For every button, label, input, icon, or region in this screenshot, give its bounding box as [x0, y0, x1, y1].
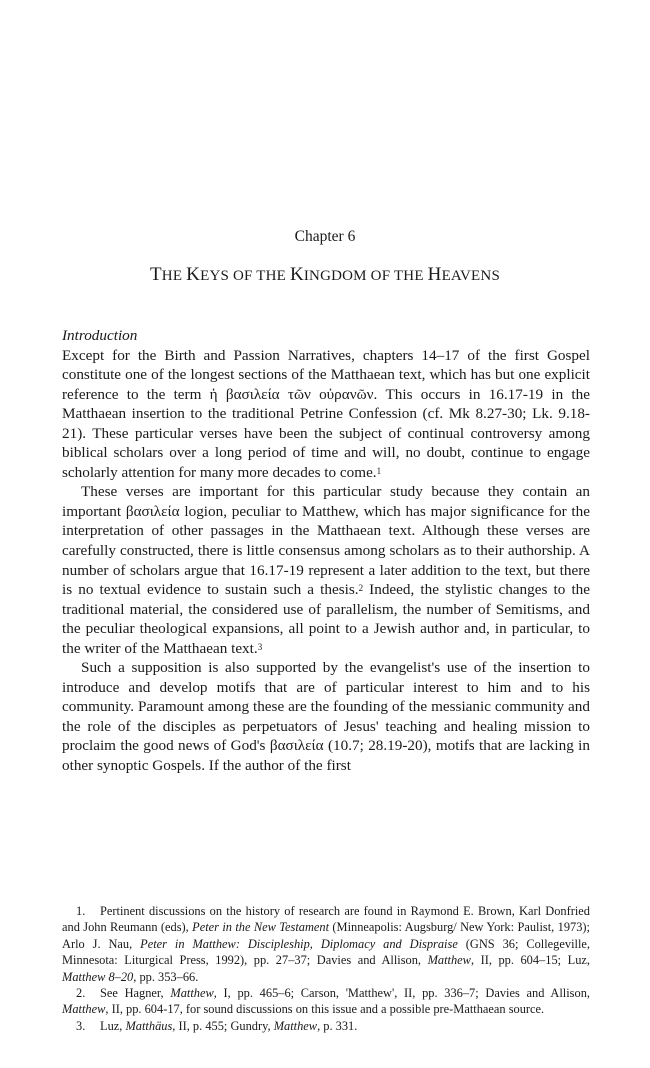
chapter-title [0, 264, 650, 286]
footnote-text: , pp. 353–66. [133, 969, 199, 984]
footnote-text: , p. 331. [317, 1018, 358, 1033]
chapter-title-part: HE [161, 268, 187, 284]
paragraph-text: (10.7; 28.19-20), motifs that are lacking in other synoptic Gospels. If the author of the first [62, 737, 590, 775]
footnote-text: (GNS 36; Collegeville, Minnesota: Liturgical Press, 1992), pp. 27–37; Davies and Allison, [62, 936, 590, 968]
chapter-title-part: K [186, 264, 201, 285]
footnote-title: Matthew [273, 1018, 318, 1033]
chapter-title-part: K [289, 264, 304, 285]
footnote-title: Peter in the New Testament [192, 920, 330, 935]
footnote-title: Peter in Matthew: Discipleship, Diplomacy and Dispraise [140, 936, 458, 951]
footnote-text: (Minneapolis: Augsburg/ New York: Paulist, 1973); Arlo J. Nau, [62, 920, 590, 951]
chapter-title-part: EYS OF THE [200, 268, 290, 284]
section-heading: Introduction [62, 327, 138, 344]
footnote-title: Matthew 8–20 [62, 969, 134, 984]
footnote-ref[interactable]: 2 [358, 583, 364, 594]
footnote-text: , II, p. 455; Gundry, [172, 1018, 274, 1033]
footnotes [62, 903, 590, 1034]
footnote-text: , II, pp. 604-17, for sound discussions on this issue and a possible pre-Matthaean source. [105, 1002, 545, 1017]
paragraph-3 [62, 658, 590, 775]
footnote-2 [62, 985, 590, 1018]
footnote-ref[interactable]: 3 [257, 641, 263, 652]
chapter-title-part: H [427, 264, 442, 285]
footnote-3 [62, 1018, 590, 1034]
footnote-number: 2. [76, 986, 86, 1001]
chapter-title-part: EAVENS [441, 268, 500, 284]
paragraph-text: . This occurs in 16.17-19 in the Matthaean insertion to the traditional Petrine Confession (cf. Mk 8.27-30; Lk. 9.18-21). These particular verses have been the subject of continual controversy among biblical scholars over a long period of time and will, no doubt, continue to engage scholarly attention for many more decades to come. [62, 385, 590, 481]
footnote-title: Matthew [62, 1002, 106, 1017]
footnote-text: , I, pp. 465–6; Carson, 'Matthew', II, pp. 336–7; Davies and Allison, [213, 986, 590, 1001]
main-text [62, 326, 590, 776]
paragraph-text: Indeed, the stylistic changes to the traditional material, the considered use of parallelism, the number of Semitisms, and the peculiar theological expansions, all point to a Jewish author and, in particular, to the writer of the Matthaean text. [62, 581, 590, 657]
footnote-number: 1. [76, 904, 86, 918]
footnote-number: 3. [76, 1018, 86, 1033]
footnote-text: Luz, [100, 1018, 126, 1033]
paragraph-1 [62, 346, 590, 483]
footnote-1 [62, 903, 590, 985]
footnote-text: See Hagner, [100, 986, 171, 1001]
footnote-ref[interactable]: 1 [376, 465, 382, 476]
paragraph-text: These verses are important for this particular study because they contain an important [62, 483, 590, 520]
paragraph-2 [62, 482, 590, 658]
footnote-title: Matthew [170, 986, 214, 1001]
footnote-text: Pertinent discussions on the history of research are found in Raymond E. Brown, Karl Donfried and John Reumann (eds), [62, 904, 590, 935]
paragraph-text: Except for the Birth and Passion Narratives, chapters 14–17 of the first Gospel constitute one of the longest sections of the Matthaean text, which has but one explicit reference to the term [62, 346, 590, 403]
footnote-text: , II, pp. 604–15; Luz, [470, 953, 590, 968]
chapter-title-part: INGDOM OF THE [303, 268, 428, 284]
footnote-title: Matthew [427, 953, 471, 968]
chapter-label: Chapter 6 [294, 228, 356, 245]
chapter-title-part: T [149, 264, 162, 285]
paragraph-text: logion, peculiar to Matthew, which has major significance for the interpretation of other passages in the Matthaean text. Although these verses are carefully constructed, there is little consensus among scholars as to their authorship. A number of scholars argue that 16.17-19 represent a later addition to the text, but there is no textual evidence to sustain such a thesis. [62, 502, 590, 599]
footnote-title: Matthäus [125, 1018, 173, 1033]
paragraph-text: Such a supposition is also supported by the evangelist's use of the insertion to introduce and develop motifs that are of particular interest to him and to his community. Paramount among these are the founding of the messianic community and the role of the disciples as perpetuators of Jesus' teaching and healing mission to proclaim the good news of God's [62, 659, 590, 755]
greek-phrase: ἡ βασιλεία τῶν οὐρανῶν [209, 385, 374, 403]
greek-word: βασιλεία [269, 737, 324, 755]
greek-word: βασιλεία [125, 502, 180, 520]
